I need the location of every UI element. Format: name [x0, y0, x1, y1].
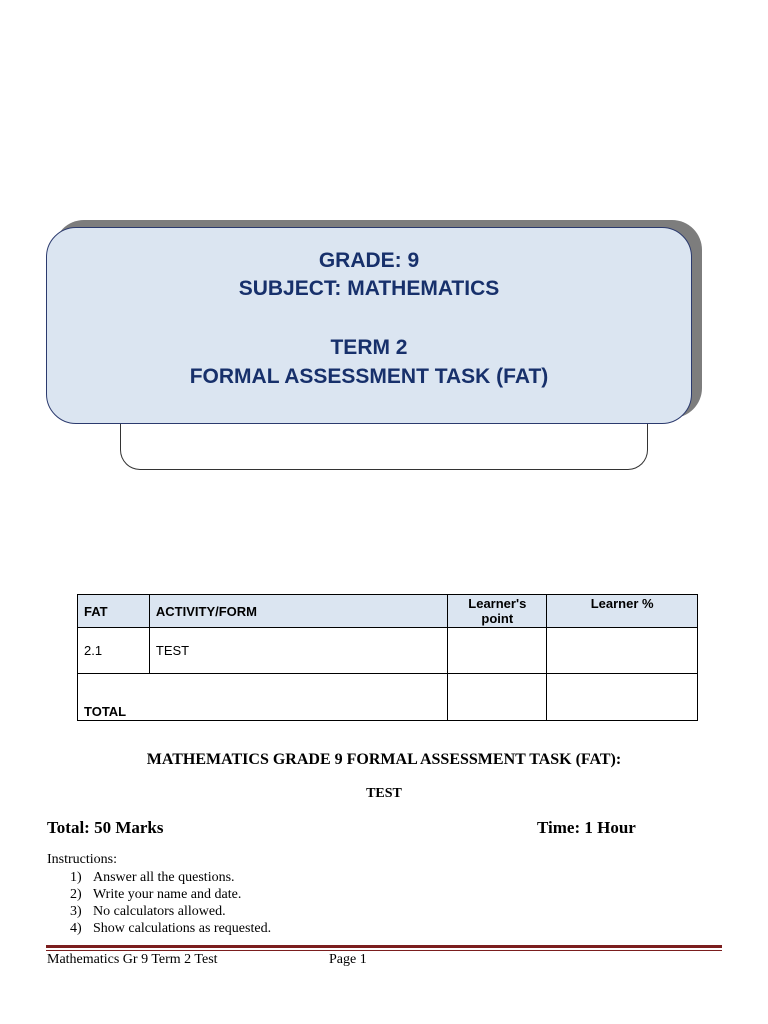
list-item	[70, 903, 271, 920]
item-text: Answer all the questions.	[93, 870, 235, 885]
total-label: TOTAL	[78, 674, 448, 721]
footer-rule-thin	[46, 950, 722, 951]
task-heading: FORMAL ASSESSMENT TASK (FAT)	[189, 365, 549, 388]
header-fat: FAT	[78, 595, 150, 628]
footer-page-number: Page 1	[329, 952, 367, 967]
item-text: Write your name and date.	[93, 887, 242, 902]
table-row	[78, 628, 698, 674]
list-item	[70, 869, 271, 886]
total-points-cell[interactable]	[448, 674, 547, 721]
header-learner-point: Learner's point	[448, 595, 547, 628]
item-text: No calculators allowed.	[93, 904, 226, 919]
item-number: 2)	[70, 887, 82, 902]
item-text: Show calculations as requested.	[93, 921, 272, 936]
subject-heading: SUBJECT: MATHEMATICS	[238, 277, 500, 300]
assessment-subtitle: TEST	[366, 786, 402, 801]
list-item	[70, 886, 271, 903]
time-allowed: Time: 1 Hour	[537, 818, 636, 837]
total-marks: Total: 50 Marks	[47, 818, 164, 837]
assessment-table	[77, 594, 698, 721]
table-header-row	[78, 595, 698, 628]
cell-activity: TEST	[149, 628, 447, 674]
footer-doc-title: Mathematics Gr 9 Term 2 Test	[47, 952, 218, 967]
instructions-label: Instructions:	[47, 852, 117, 867]
cell-fat: 2.1	[78, 628, 150, 674]
assessment-title: MATHEMATICS GRADE 9 FORMAL ASSESSMENT TASK (FAT):	[146, 751, 622, 768]
item-number: 1)	[70, 870, 82, 885]
instructions-list	[70, 869, 271, 937]
cell-percent[interactable]	[547, 628, 698, 674]
footer-rule	[46, 945, 722, 948]
header-activity: ACTIVITY/FORM	[149, 595, 447, 628]
header-banner	[46, 227, 692, 424]
list-item	[70, 920, 271, 937]
grade-heading: GRADE: 9	[318, 249, 420, 272]
cell-points[interactable]	[448, 628, 547, 674]
total-percent-cell[interactable]	[547, 674, 698, 721]
item-number: 4)	[70, 921, 82, 936]
item-number: 3)	[70, 904, 82, 919]
total-row	[78, 674, 698, 721]
header-learner-percent: Learner %	[547, 595, 698, 628]
term-heading: TERM 2	[330, 336, 408, 359]
